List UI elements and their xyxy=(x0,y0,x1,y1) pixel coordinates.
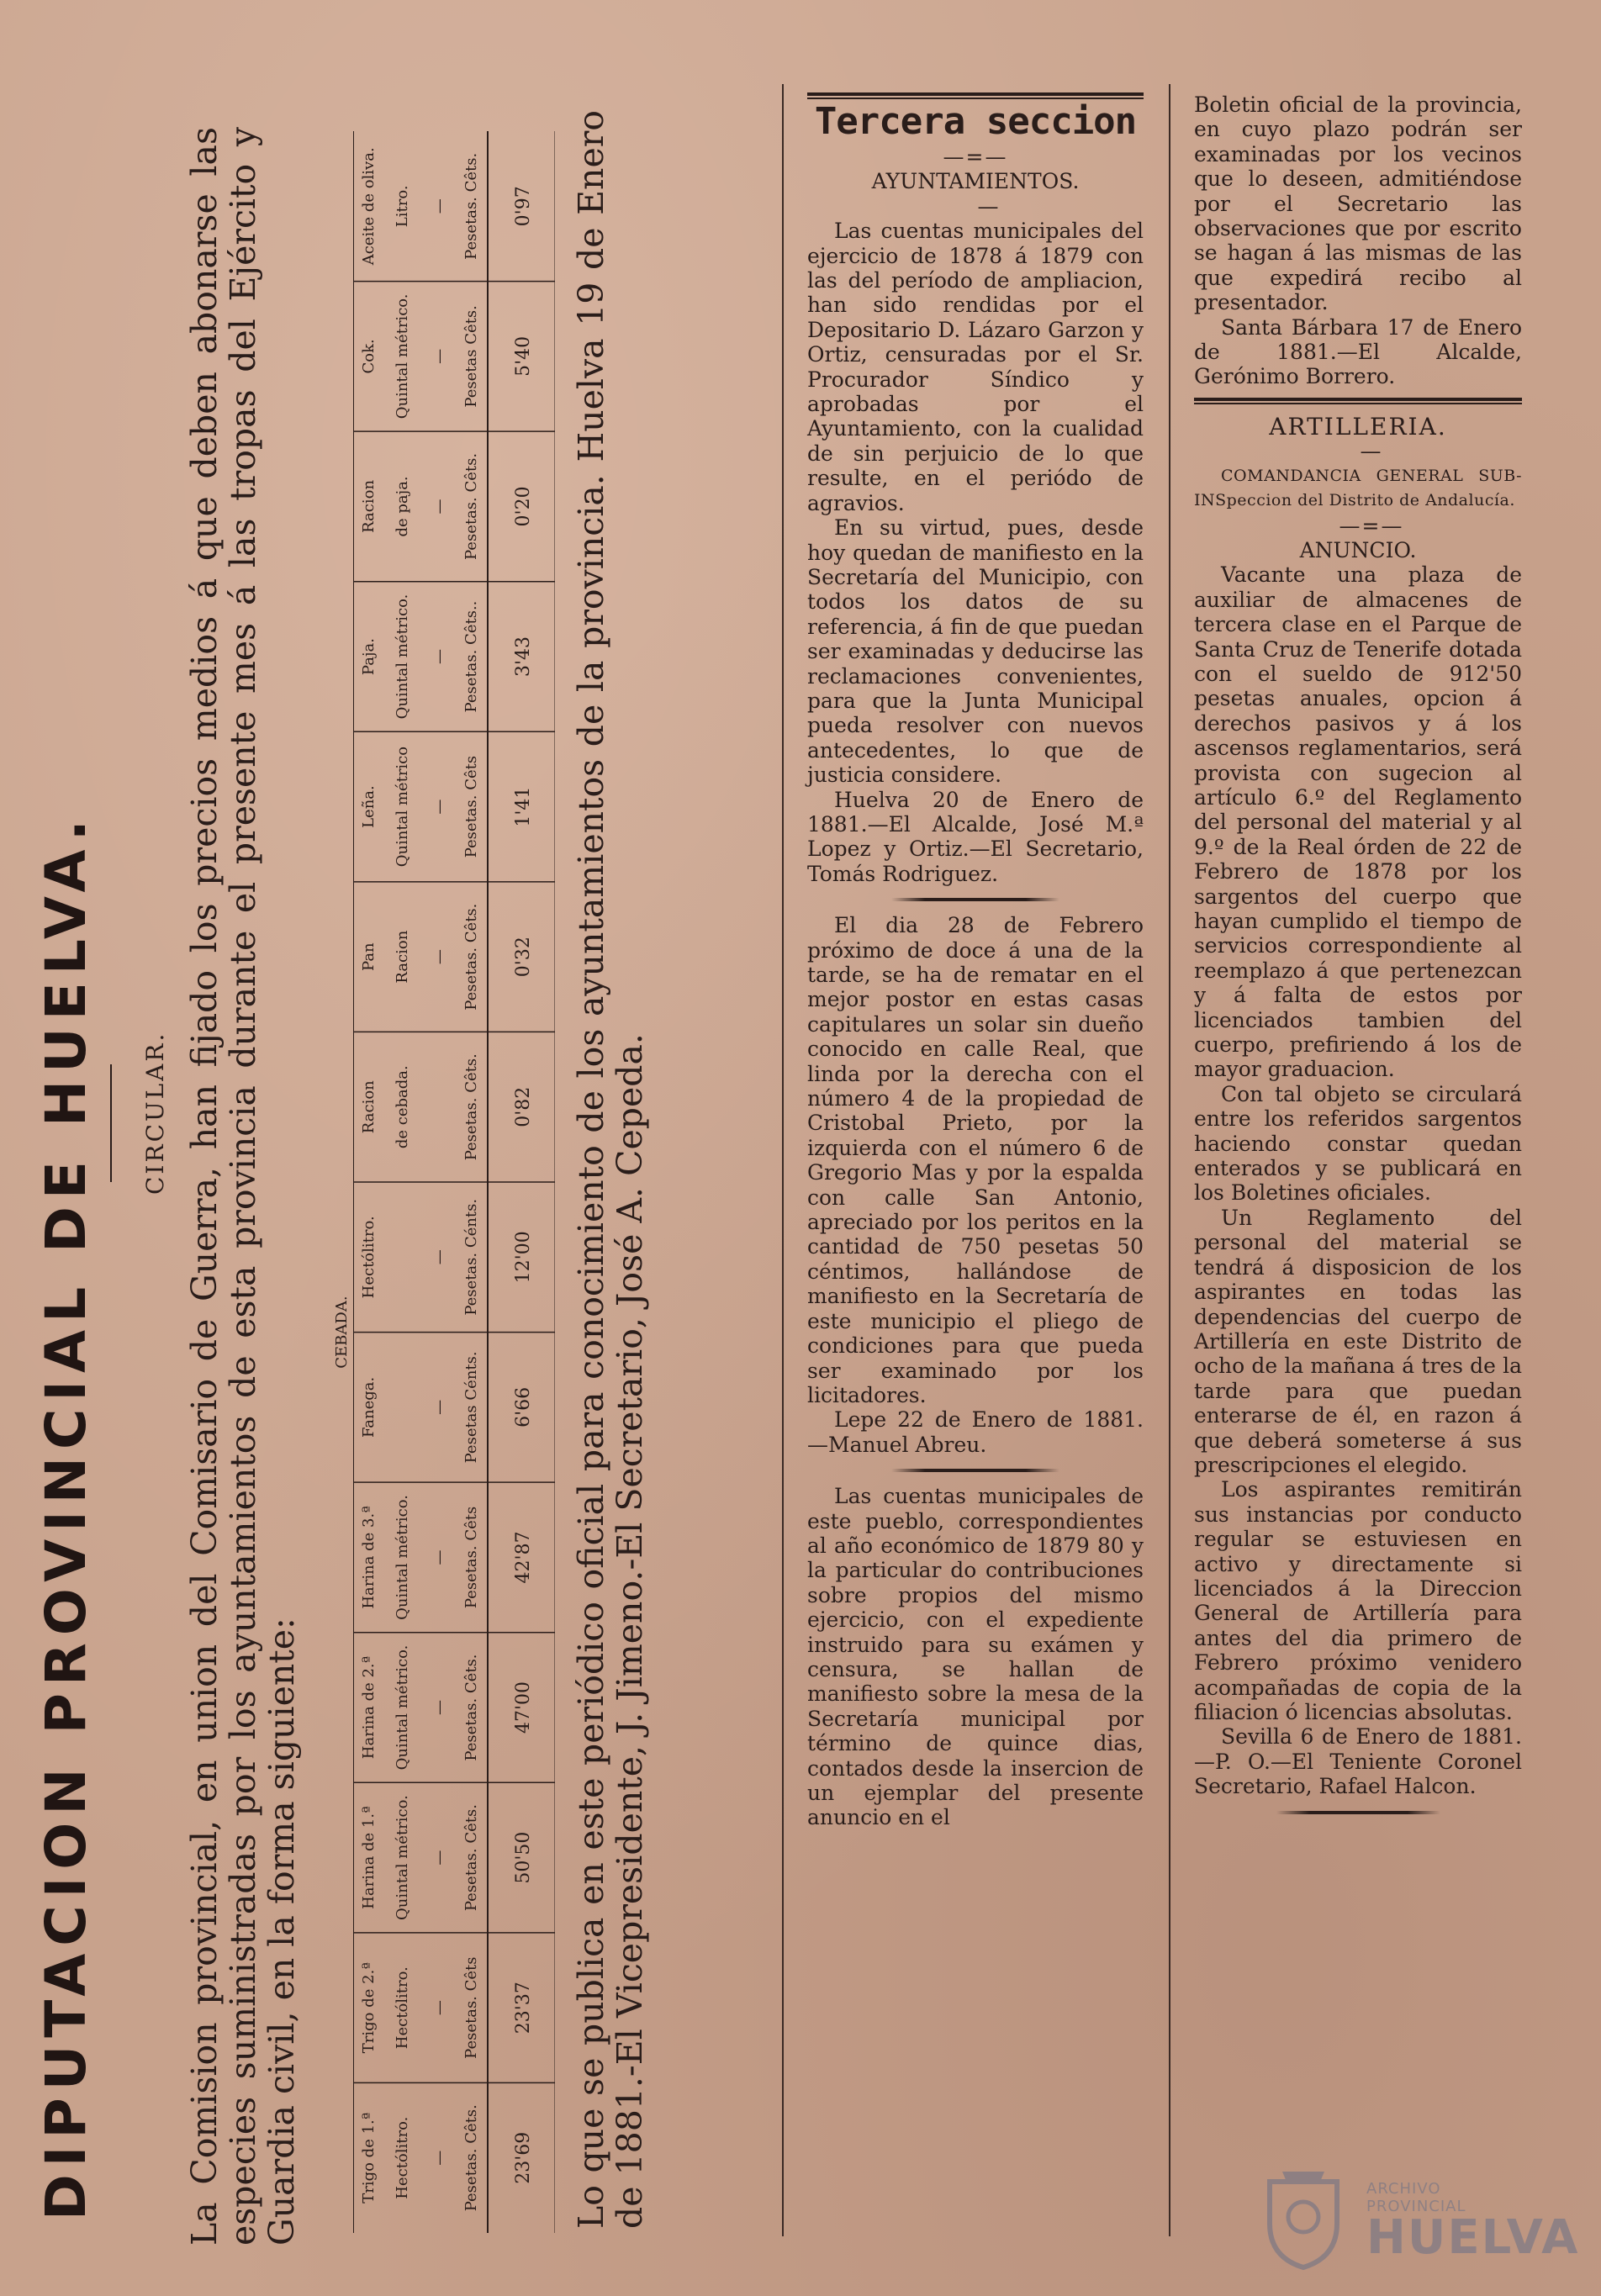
table-col-unit: Litro. xyxy=(394,185,411,228)
separator-ornament xyxy=(891,898,1059,901)
section-dash: —=— xyxy=(943,145,1008,169)
table-col-currency: Pesetas Cêts. xyxy=(462,305,480,408)
section-dash-2: — xyxy=(977,193,1001,219)
table-col-dash: — xyxy=(431,649,448,665)
table-col-value: 3'43 xyxy=(513,636,534,678)
table-col-unit: Quintal métrico xyxy=(394,746,411,868)
rotated-circular-block xyxy=(0,0,757,2296)
table-col-name: Racion xyxy=(360,1080,378,1134)
column-divider-1 xyxy=(782,84,784,2236)
table-col-unit: Racion xyxy=(394,930,411,984)
artilleria-dash-2: —=— xyxy=(1339,513,1404,538)
table-col-currency: Pesetas. Cêts. xyxy=(462,1804,480,1912)
artilleria-title: ARTILLERIA. xyxy=(1269,412,1447,441)
table-col-dash: — xyxy=(431,949,448,965)
table-col-value: 1'41 xyxy=(513,786,534,827)
table-col-name: Harina de 3.ª xyxy=(360,1506,378,1609)
table-col-value: 42'87 xyxy=(513,1531,534,1584)
table-col-dash: — xyxy=(431,1249,448,1265)
table-col-unit: Quintal métrico. xyxy=(394,594,411,720)
header-rule xyxy=(110,1064,112,1182)
section-top-rule xyxy=(807,92,1144,99)
intro-paragraph: La Comision provincial, en union del Comisario de Guerra, han fijado los precios medios á que deben abonarse las especies suministradas por los ayuntamientos de esta provincia durante el presente mes á las tropas del Ejército y Guardia civil, en la forma siguiente: xyxy=(184,127,302,2246)
table-col-name: Aceite de oliva. xyxy=(360,147,378,266)
section-subtitle: AYUNTAMIENTOS. xyxy=(871,169,1080,194)
table-col-currency: Pesetas. Cêts. xyxy=(462,2104,480,2212)
table-col-currency: Pesetas. Cêts. xyxy=(462,452,480,560)
table-col-dash: — xyxy=(431,2150,448,2166)
table-col-dash: — xyxy=(431,1850,448,1866)
table-col-currency: Pesetas Cénts. xyxy=(462,1351,480,1464)
page-header-title: DIPUTACION PROVINCIAL DE HUELVA. xyxy=(34,812,98,2220)
table-col-currency: Pesetas. Cêts xyxy=(462,755,480,858)
table-col-name: Trigo de 1.ª xyxy=(360,2112,378,2204)
table-col-value: 12'00 xyxy=(513,1231,534,1284)
continuation-paragraph: Boletin oficial de la provincia, en cuyo plazo podrán ser examinadas por los vecinos que lo deseen, admitiéndose por el Secretario las observaciones que por escrito se hagan á las mismas de las que expedirá recibo al presentador. xyxy=(1194,92,1522,315)
end-ornament xyxy=(1276,1811,1440,1814)
table-col-dash: — xyxy=(431,198,448,214)
table-col-currency: Pesetas. Cénts. xyxy=(462,1198,480,1316)
table-col-value: 0'20 xyxy=(513,486,534,527)
table-col-name: Leña. xyxy=(360,785,378,828)
table-col-dash: — xyxy=(431,1700,448,1716)
table-col-unit: Quintal métrico. xyxy=(394,293,411,420)
section-title: Tercera seccion xyxy=(814,100,1137,143)
continuation-signature: Santa Bárbara 17 de Enero de 1881.—El Alcalde, Gerónimo Borrero. xyxy=(1194,314,1522,389)
table-col-unit: Hectólitro. xyxy=(394,2116,411,2199)
table-col-unit: Quintal métrico. xyxy=(394,1795,411,1920)
table-col-unit: de cebada. xyxy=(394,1065,411,1149)
table-col-dash: — xyxy=(431,499,448,515)
table-col-value: 0'32 xyxy=(513,937,534,978)
watermark-top-text: ARCHIVO PROVINCIAL xyxy=(1366,2180,1466,2215)
table-col-currency: Pesetas. Cêts xyxy=(462,1506,480,1609)
table-col-dash: — xyxy=(431,1399,448,1415)
table-col-name: Hectólitro. xyxy=(360,1216,378,1299)
table-col-name: Fanega. xyxy=(360,1376,378,1438)
table-col-dash: — xyxy=(431,1549,448,1565)
artilleria-top-rule xyxy=(1194,398,1522,404)
table-col-unit: Hectólitro. xyxy=(394,1966,411,2050)
table-col-value: 5'40 xyxy=(513,335,534,377)
artilleria-dash: — xyxy=(1360,439,1383,464)
anuncio-paragraph-4: Los aspirantes remitirán sus instancias por conducto regular se estuviesen en activo y directamente si licenciados á la Direccion General de Artillería para antes del dia primero de Febrero próximo venidero acompañadas de copia de la filiacion ó licencias absolutas. xyxy=(1194,1477,1522,1724)
table-col-currency: Pesetas. Cêts xyxy=(462,1956,480,2059)
archive-watermark-logo xyxy=(1257,2165,1580,2270)
notice-signature-1: Huelva 20 de Enero de 1881.—El Alcalde, José M.ª Lopez y Ortiz.—El Secretario, Tomás Rodriguez. xyxy=(807,787,1144,886)
table-col-name: Pan xyxy=(360,942,378,971)
table-group-cebada: CEBADA. xyxy=(333,1296,351,1369)
notice-signature-2: Lepe 22 de Enero de 1881.—Manuel Abreu. xyxy=(807,1407,1144,1457)
anuncio-paragraph-3: Un Reglamento del personal del material se tendrá á disposicion de los aspirantes en todas las dependencias del cuerpo de Artillería en este Distrito de ocho de la mañana á tres de la tarde para que puedan enterarse de él, en razon á que deberá someterse á sus prescripciones el elegido. xyxy=(1194,1205,1522,1477)
separator-ornament-2 xyxy=(891,1469,1059,1472)
table-col-unit: Quintal métrico. xyxy=(394,1495,411,1620)
table-col-name: Harina de 1.ª xyxy=(360,1806,378,1909)
table-col-name: Cok. xyxy=(360,339,378,374)
table-col-value: 50'50 xyxy=(513,1831,534,1884)
table-col-value: 0'97 xyxy=(513,186,534,227)
table-col-currency: Pesetas. Cêts. xyxy=(462,1053,480,1161)
table-col-unit: Quintal métrico. xyxy=(394,1644,411,1771)
table-col-value: 23'37 xyxy=(513,1982,534,2035)
anuncio-signature: Sevilla 6 de Enero de 1881.—P. O.—El Teniente Coronel Secretario, Rafael Halcon. xyxy=(1194,1724,1522,1799)
table-col-currency: Pesetas. Cêts. xyxy=(462,152,480,260)
circular-label: CIRCULAR. xyxy=(141,1031,169,1195)
table-col-value: 0'82 xyxy=(513,1086,534,1127)
table-col-value: 23'69 xyxy=(513,2131,534,2184)
notice-paragraph-2: En su virtud, pues, desde hoy quedan de manifiesto en la Secretaría del Municipio, con todos los datos de su referencia, á fin de que puedan ser examinadas y deducirse las reclamaciones convenientes, para que la Junta Municipal pueda resolver con nuevos antecedentes, lo que de justicia considere. xyxy=(807,515,1144,788)
table-col-dash: — xyxy=(431,348,448,364)
table-col-name: Paja. xyxy=(360,637,378,676)
notice-paragraph-1: Las cuentas municipales del ejercicio de 1878 á 1879 con las del período de ampliacion, han sido rendidas por el Depositario D. Lázaro Garzon y Ortiz, censuradas por el Sr. Procurador Síndico y aprobadas por el Ayuntamiento, con la cualidad de sin perjuicio de lo que resulte, en el periódo de agravios. xyxy=(807,219,1144,515)
table-col-currency: Pesetas. Cêts. xyxy=(462,1654,480,1761)
table-col-value: 47'00 xyxy=(513,1681,534,1734)
column-ayuntamientos xyxy=(807,92,1144,1830)
watermark-main-text: HUELVA xyxy=(1366,2210,1580,2265)
artilleria-subheading: COMANDANCIA GENERAL SUB-INSpeccion del Distrito de Andalucía. xyxy=(1194,466,1522,510)
table-col-currency: Pesetas. Cêts.. xyxy=(462,600,480,713)
table-col-name: Harina de 2.ª xyxy=(360,1655,378,1760)
table-col-value: 6'66 xyxy=(513,1386,534,1428)
column-divider-2 xyxy=(1169,84,1170,2236)
table-col-dash: — xyxy=(431,2000,448,2016)
notice-paragraph-4: Las cuentas municipales de este pueblo, correspondientes al año económico de 1879 80 y la particular do contribuciones sobre propios del mismo ejercicio, con el expediente instruido para su exámen y censura, se hallan de manifiesto sobre la mesa de la Secretaría municipal por término de quince dias, contados desde la insercion de un ejemplar del presente anuncio en el xyxy=(807,1484,1144,1830)
notice-paragraph-3: El dia 28 de Febrero próximo de doce á una de la tarde, se ha de rematar en el mejor postor en estas casas capitulares un solar sin dueño conocido en calle Real, que linda por la derecha con el número 4 de la propiedad de Cristobal Prieto, por la izquierda con el número 6 de Gregorio Mas y por la espalda con calle San Antonio, apreciado por los peritos en la cantidad de 750 pesetas 50 céntimos, hallándose de manifiesto en la Secretaría de este municipio el pliego de condiciones para que pueda ser examinado por los licitadores. xyxy=(807,913,1144,1407)
table-col-name: Racion xyxy=(360,479,378,533)
table-col-unit: de paja. xyxy=(394,476,411,537)
column-artilleria xyxy=(1194,92,1522,1826)
anuncio-paragraph-2: Con tal objeto se circulará entre los referidos sargentos haciendo constar quedan enterados y se publicará en los Boletines oficiales. xyxy=(1194,1081,1522,1206)
coat-of-arms-icon xyxy=(1257,2165,1350,2270)
table-col-dash: — xyxy=(431,799,448,815)
table-col-currency: Pesetas. Cêts. xyxy=(462,903,480,1011)
anuncio-paragraph-1: Vacante una plaza de auxiliar de almacenes de tercera clase en el Parque de Santa Cruz de Tenerife dotada con el sueldo de 912'50 pesetas anuales, opcion á derechos pasivos y á los ascensos reglamentarios, será provista con sugecion al artículo 6.º del Reglamento del personal del material y al 9.º de la Real órden de 22 de Febrero de 1878 por los sargentos del cuerpo que hayan cumplido el tiempo de servicios correspondiente al reemplazo á que pertenezcan y á falta de estos por licenciados tambien del cuerpo, prefiriendo á los de mayor graduacion. xyxy=(1194,562,1522,1082)
price-table xyxy=(333,131,555,2233)
anuncio-heading: ANUNCIO. xyxy=(1299,537,1417,562)
closing-paragraph: Lo que se publica en este periódico oficial para conocimiento de los ayuntamientos de la provincia. Huelva 19 de Enero de 1881.-El Vicepresidente, J. Jimeno.-El Secretario, José A. Cepeda. xyxy=(571,110,650,2229)
table-col-name: Trigo de 2.ª xyxy=(360,1962,378,2054)
